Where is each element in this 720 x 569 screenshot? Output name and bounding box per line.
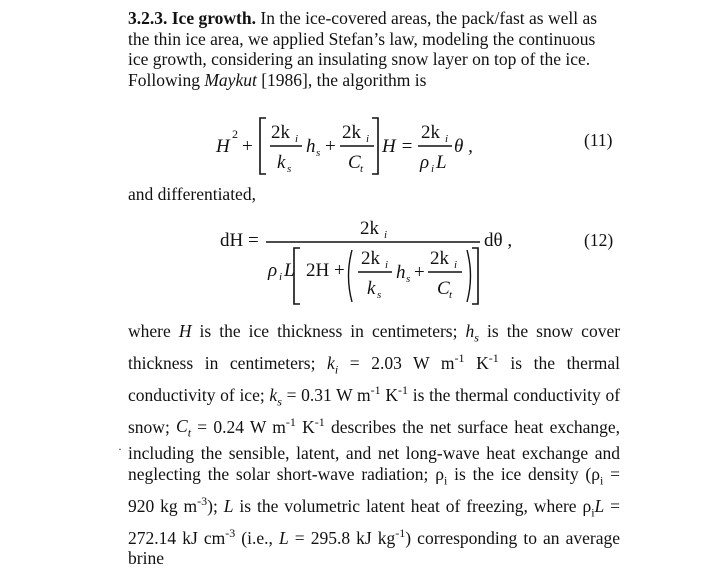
svg-text:t: t bbox=[449, 289, 453, 301]
stray-dot: · bbox=[118, 442, 122, 456]
citation-author: Maykut bbox=[204, 69, 257, 90]
svg-text:2k: 2k bbox=[361, 248, 380, 269]
intro-paragraph bbox=[128, 8, 620, 90]
citation-year: [1986], the algorithm is bbox=[261, 69, 427, 90]
intro-text: In the ice-covered areas, the pack/fast as well as the thin ice area, we applied Stefan’s law, modeling the continuous ice growth, considering an insulating snow layer on top of the ice. Following bbox=[128, 8, 598, 90]
outer-right-bracket bbox=[472, 248, 478, 304]
left-paren bbox=[349, 250, 353, 302]
outer-left-bracket bbox=[294, 248, 300, 304]
svg-text:i: i bbox=[431, 163, 435, 175]
svg-text:i: i bbox=[385, 259, 389, 271]
section-title: Ice growth. bbox=[171, 8, 256, 28]
svg-text:+: + bbox=[242, 136, 253, 157]
svg-text:s: s bbox=[316, 147, 321, 159]
equation-12-number: (12) bbox=[584, 230, 614, 250]
svg-text:i: i bbox=[454, 259, 458, 271]
svg-text:θ ,: θ , bbox=[454, 136, 473, 157]
svg-text:i: i bbox=[279, 271, 283, 283]
eq12-dH: dH = bbox=[220, 230, 259, 251]
eq11-2k-a: 2k bbox=[271, 122, 290, 143]
svg-text:i: i bbox=[384, 229, 388, 241]
equation-11 bbox=[0, 112, 720, 180]
svg-text:s: s bbox=[377, 289, 382, 301]
svg-text:+: + bbox=[325, 136, 336, 157]
between-text: and differentiated, bbox=[128, 184, 256, 204]
svg-text:ρ: ρ bbox=[268, 260, 278, 281]
equation-12 bbox=[0, 218, 720, 310]
svg-text:s: s bbox=[406, 273, 411, 285]
eq11-square: 2 bbox=[232, 127, 238, 141]
svg-text:L: L bbox=[284, 260, 295, 281]
svg-text:t: t bbox=[360, 163, 364, 175]
definitions-paragraph: where H is the ice thickness in centimeters; $h_s$ is the snow cover thickness in centimeters; $k_i = 2.03$ W $m^{-1}$ $K^{-1}$ is the thermal conductivity of ice; $k_s = 0.31$ W $m^{-1}$ $K^{-1}$ is the thermal conductivity of snow; $C_t = 0.24$ W $m^{-1}$ $K^{-1}$ describes the net surface heat exchange, including the sensible, latent, and net long-wave heat exchange and neglecting the solar short-wave radiation; $\rho_i$ is the ice density ($\rho_i = 920$ kg $m^{-3}$); L is the volumetric latent heat of freezing, where $\rho_iL = 272.14$ kJ $cm^{-3}$ (i.e., L = 295.8 kJ $kg^{-1}$) corresponding to an average brine bbox=[128, 321, 621, 569]
equation-11-number: (11) bbox=[584, 130, 613, 150]
eq11-H-equals: H = bbox=[382, 136, 414, 157]
svg-text:i: i bbox=[366, 133, 370, 145]
svg-text:i: i bbox=[295, 133, 299, 145]
eq12-2H: 2H + bbox=[306, 260, 345, 281]
svg-text:h: h bbox=[396, 262, 406, 283]
eq11-H: H bbox=[216, 136, 230, 157]
left-bracket bbox=[260, 118, 266, 174]
svg-text:k: k bbox=[367, 278, 376, 299]
svg-text:C: C bbox=[437, 278, 450, 299]
svg-text:h: h bbox=[306, 136, 316, 157]
svg-text:s: s bbox=[287, 163, 292, 175]
svg-text:2k: 2k bbox=[360, 218, 379, 239]
right-paren bbox=[467, 250, 471, 302]
svg-text:2k: 2k bbox=[430, 248, 449, 269]
svg-text:k: k bbox=[277, 152, 286, 173]
section-number: 3.2.3. bbox=[128, 8, 168, 28]
svg-text:L: L bbox=[436, 152, 447, 173]
svg-text:ρ: ρ bbox=[420, 152, 430, 173]
eq11-2k-b: 2k bbox=[342, 122, 361, 143]
svg-text:+: + bbox=[414, 262, 425, 283]
svg-text:2k: 2k bbox=[421, 122, 440, 143]
eq12-dtheta: dθ , bbox=[484, 230, 513, 251]
svg-text:i: i bbox=[445, 133, 449, 145]
svg-text:C: C bbox=[348, 152, 361, 173]
